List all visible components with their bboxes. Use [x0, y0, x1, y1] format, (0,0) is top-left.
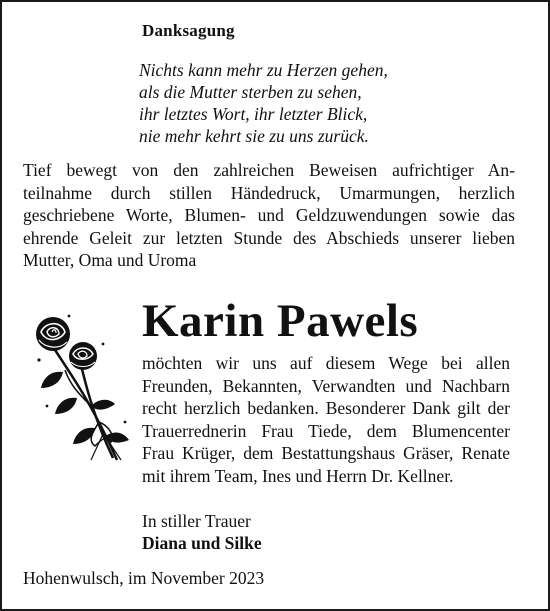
poem-line: Nichts kann mehr zu Herzen gehen, [139, 60, 388, 80]
intro-line: Tief bewegt von den zahlreichen Beweisen aufrichtiger An- [23, 160, 515, 180]
intro-paragraph [23, 159, 515, 272]
thanks-line: Freunden, Bekannten, Verwandten und Nachbarn [142, 375, 510, 396]
poem-line: nie mehr kehrt sie zu uns zurück. [139, 126, 369, 146]
thanks-paragraph [142, 352, 510, 487]
intro-line: geschriebene Worte, Blumen- und Geldzuwendungen sowie das [23, 205, 515, 225]
thanks-line: Trauerrednerin Frau Tiede, dem Blumencenter [142, 420, 510, 441]
deceased-name: Karin Pawels [142, 295, 419, 347]
poem-line: ihr letztes Wort, ihr letzter Blick, [139, 104, 368, 124]
place-date: Hohenwulsch, im November 2023 [23, 568, 265, 588]
thanks-line: möchten wir uns auf diesem Wege bei allen [142, 353, 510, 373]
thanks-line: recht herzlich bedanken. Besonderer Dank gilt der [142, 398, 510, 418]
poem [139, 59, 388, 147]
intro-line: teilnahme durch stillen Händedruck, Umarmungen, herzlich [23, 182, 515, 203]
thanks-line: mit ihrem Team, Ines und Herrn Dr. Kellner. [142, 465, 454, 486]
mourning-line: In stiller Trauer [142, 511, 251, 531]
notice-heading: Danksagung [142, 21, 235, 40]
intro-line: ehrende Geleit zur letzten Stunde des Abschieds unserer lieben [23, 227, 515, 248]
thanks-line: Frau Krüger, dem Bestattungshaus Gräser, Renate [142, 443, 510, 463]
poem-line: als die Mutter sterben zu sehen, [139, 82, 362, 102]
roses-illustration-icon [25, 310, 137, 470]
signers: Diana und Silke [142, 533, 262, 553]
intro-line: Mutter, Oma und Uroma [23, 250, 197, 270]
